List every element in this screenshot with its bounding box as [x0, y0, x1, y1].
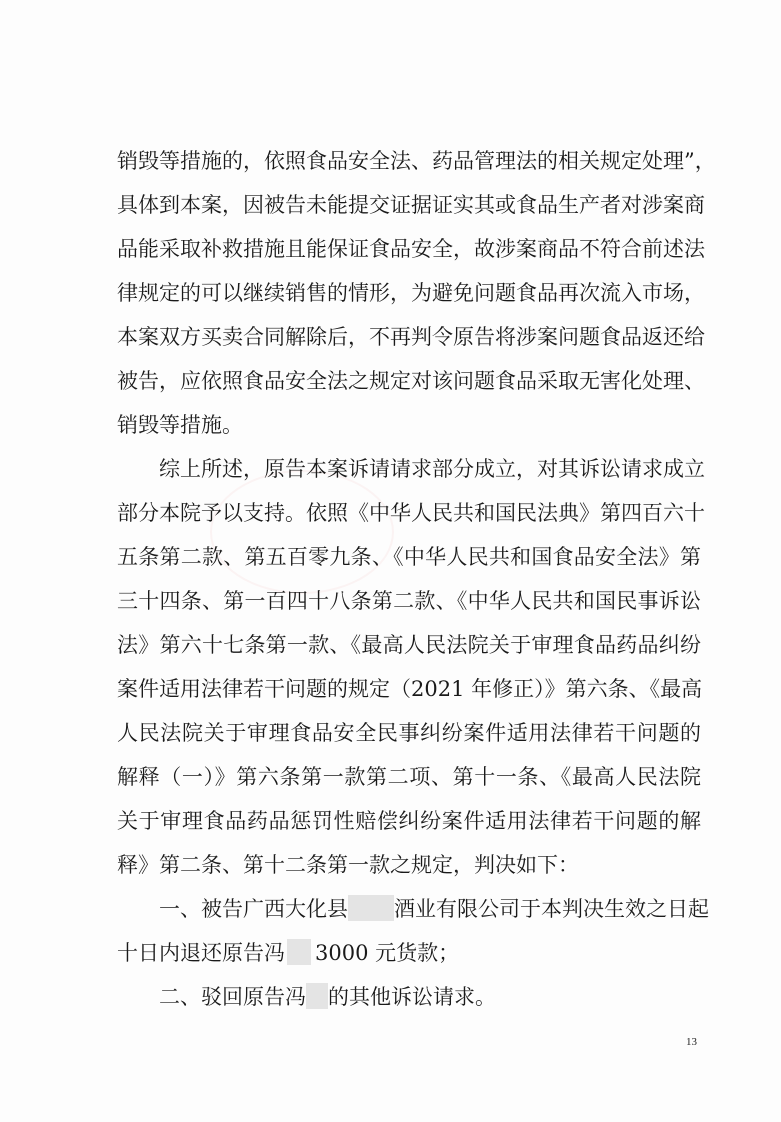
- paragraph-line: 本案双方买卖合同解除后，不再判令原告将涉案问题食品返还给: [117, 325, 705, 349]
- paragraph-line: 销毁等措施的，依照食品安全法、药品管理法的相关规定处理”，: [117, 149, 716, 173]
- paragraph-line: 释》第二条、第十二条第一款之规定，判决如下：: [117, 853, 579, 877]
- paragraph-line: 案件适用法律若干问题的规定（2021 年修正）》第六条、《最高: [117, 677, 703, 701]
- redacted-plaintiff-name: [287, 939, 311, 965]
- paragraph-line: 销毁等措施。: [117, 413, 243, 437]
- paragraph-line: 法》第六十七条第一款、《最高人民法院关于审理食品药品纠纷: [117, 633, 701, 657]
- judgment-2-text-a: 二、驳回原告冯: [159, 985, 306, 1009]
- paragraph-line: 律规定的可以继续销售的情形，为避免问题食品再次流入市场，: [117, 281, 705, 305]
- paragraph-line: 品能采取补救措施且能保证食品安全，故涉案商品不符合前述法: [117, 237, 705, 261]
- page-number: 13: [686, 1036, 697, 1048]
- paragraph-line: 综上所述，原告本案诉请请求部分成立，对其诉讼请求成立: [159, 457, 705, 481]
- judgment-item-1-continued: [117, 934, 701, 972]
- paragraph-line: 解释（一）》第六条第一款第二项、第十一条、《最高人民法院: [117, 765, 701, 789]
- paragraph-line: 人民法院关于审理食品安全民事纠纷案件适用法律若干问题的: [117, 721, 701, 745]
- paragraph-line: 被告，应依照食品安全法之规定对该问题食品采取无害化处理、: [117, 369, 705, 393]
- paragraph-line: 具体到本案，因被告未能提交证据证实其或食品生产者对涉案商: [117, 193, 705, 217]
- redacted-company-name: [348, 895, 394, 921]
- paragraph-line: 三十四条、第一百四十八条第二款、《中华人民共和国民事诉讼: [117, 589, 701, 613]
- judgment-1-text-a: 一、被告广西大化县: [159, 897, 348, 921]
- judgment-2-text-b: 的其他诉讼请求。: [328, 985, 496, 1009]
- paragraph-line: 五条第二款、第五百零九条、《中华人民共和国食品安全法》第: [117, 545, 701, 569]
- paragraph-line: 关于审理食品药品惩罚性赔偿纠纷案件适用法律若干问题的解: [117, 809, 701, 833]
- judgment-1-text-b: 酒业有限公司于本判决生效之日起: [394, 897, 709, 921]
- redacted-plaintiff-name: [306, 983, 328, 1009]
- paragraph-line: 部分本院予以支持。依照《中华人民共和国民法典》第四百六十: [117, 501, 705, 525]
- judgment-1-text-d: 3000 元货款；: [315, 941, 460, 965]
- judgment-1-text-c: 十日内退还原告冯: [117, 941, 285, 965]
- judgment-item-2: [159, 978, 701, 1016]
- judgment-item-1: [159, 890, 709, 928]
